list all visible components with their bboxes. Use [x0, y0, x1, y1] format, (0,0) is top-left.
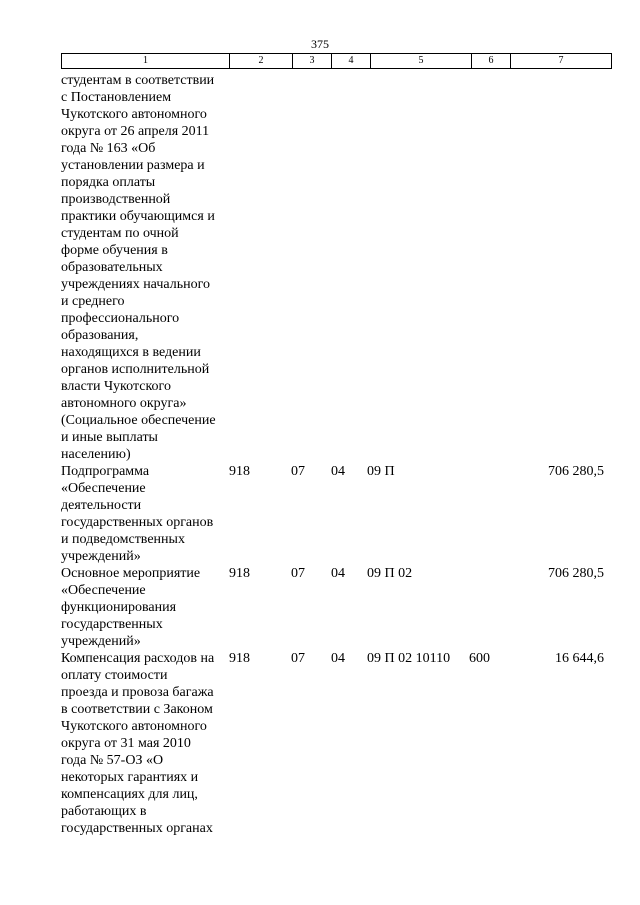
- header-col-2: 2: [230, 54, 293, 69]
- header-col-6: 6: [472, 54, 511, 69]
- row-pr: 04: [331, 566, 345, 581]
- row-pr: 04: [331, 464, 345, 479]
- header-col-1: 1: [62, 54, 230, 69]
- row-rz: 07: [291, 566, 305, 581]
- row-rz: 07: [291, 464, 305, 479]
- row-rz: 07: [291, 651, 305, 666]
- header-col-3: 3: [293, 54, 332, 69]
- table-row: [61, 650, 604, 837]
- row-ved: 918: [229, 464, 250, 479]
- row-description: Компенсация расходов на оплату стоимости проезда и провоза багажа в соответствии с Законом Чукотского автономного округа от 31 мая 2010 года № 57-ОЗ «О некоторых гарантиях и компенсациях для лиц, работающих в государственных органах: [61, 651, 215, 836]
- row-description: Основное мероприятие «Обеспечение функционирования государственных учреждений»: [61, 566, 201, 649]
- row-description: студентам в соответствии с Постановлением Чукотского автономного округа от 26 апреля 2011 года № 163 «Об установлении размера и порядка оплаты производственной практики обучающимся и студентам по очной форме обучения в образовательных учреждениях начального и среднего профессионального образования, находящихся в ведении органов исполнительной власти Чукотского автономного округа» (Социальное обеспечение и иные выплаты населению): [61, 73, 216, 462]
- page-number: 375: [311, 37, 329, 51]
- row-description: Подпрограмма «Обеспечение деятельности государственных органов и подведомственных учреждений»: [61, 464, 214, 564]
- table-row: [61, 463, 604, 565]
- row-ved: 918: [229, 566, 250, 581]
- row-sum: 16 644,6: [555, 651, 604, 666]
- table-row: [61, 72, 604, 463]
- header-col-4: 4: [332, 54, 371, 69]
- budget-table-body: [61, 72, 604, 837]
- header-col-7: 7: [511, 54, 612, 69]
- row-csr: 09 П: [367, 464, 395, 479]
- row-ved: 918: [229, 651, 250, 666]
- row-sum: 706 280,5: [548, 464, 604, 479]
- header-col-5: 5: [371, 54, 472, 69]
- row-vr: 600: [469, 651, 490, 666]
- row-sum: 706 280,5: [548, 566, 604, 581]
- column-number-header: [61, 53, 612, 69]
- row-csr: 09 П 02: [367, 566, 413, 581]
- row-csr: 09 П 02 10110: [367, 651, 451, 666]
- row-pr: 04: [331, 651, 345, 666]
- table-row: [61, 565, 604, 650]
